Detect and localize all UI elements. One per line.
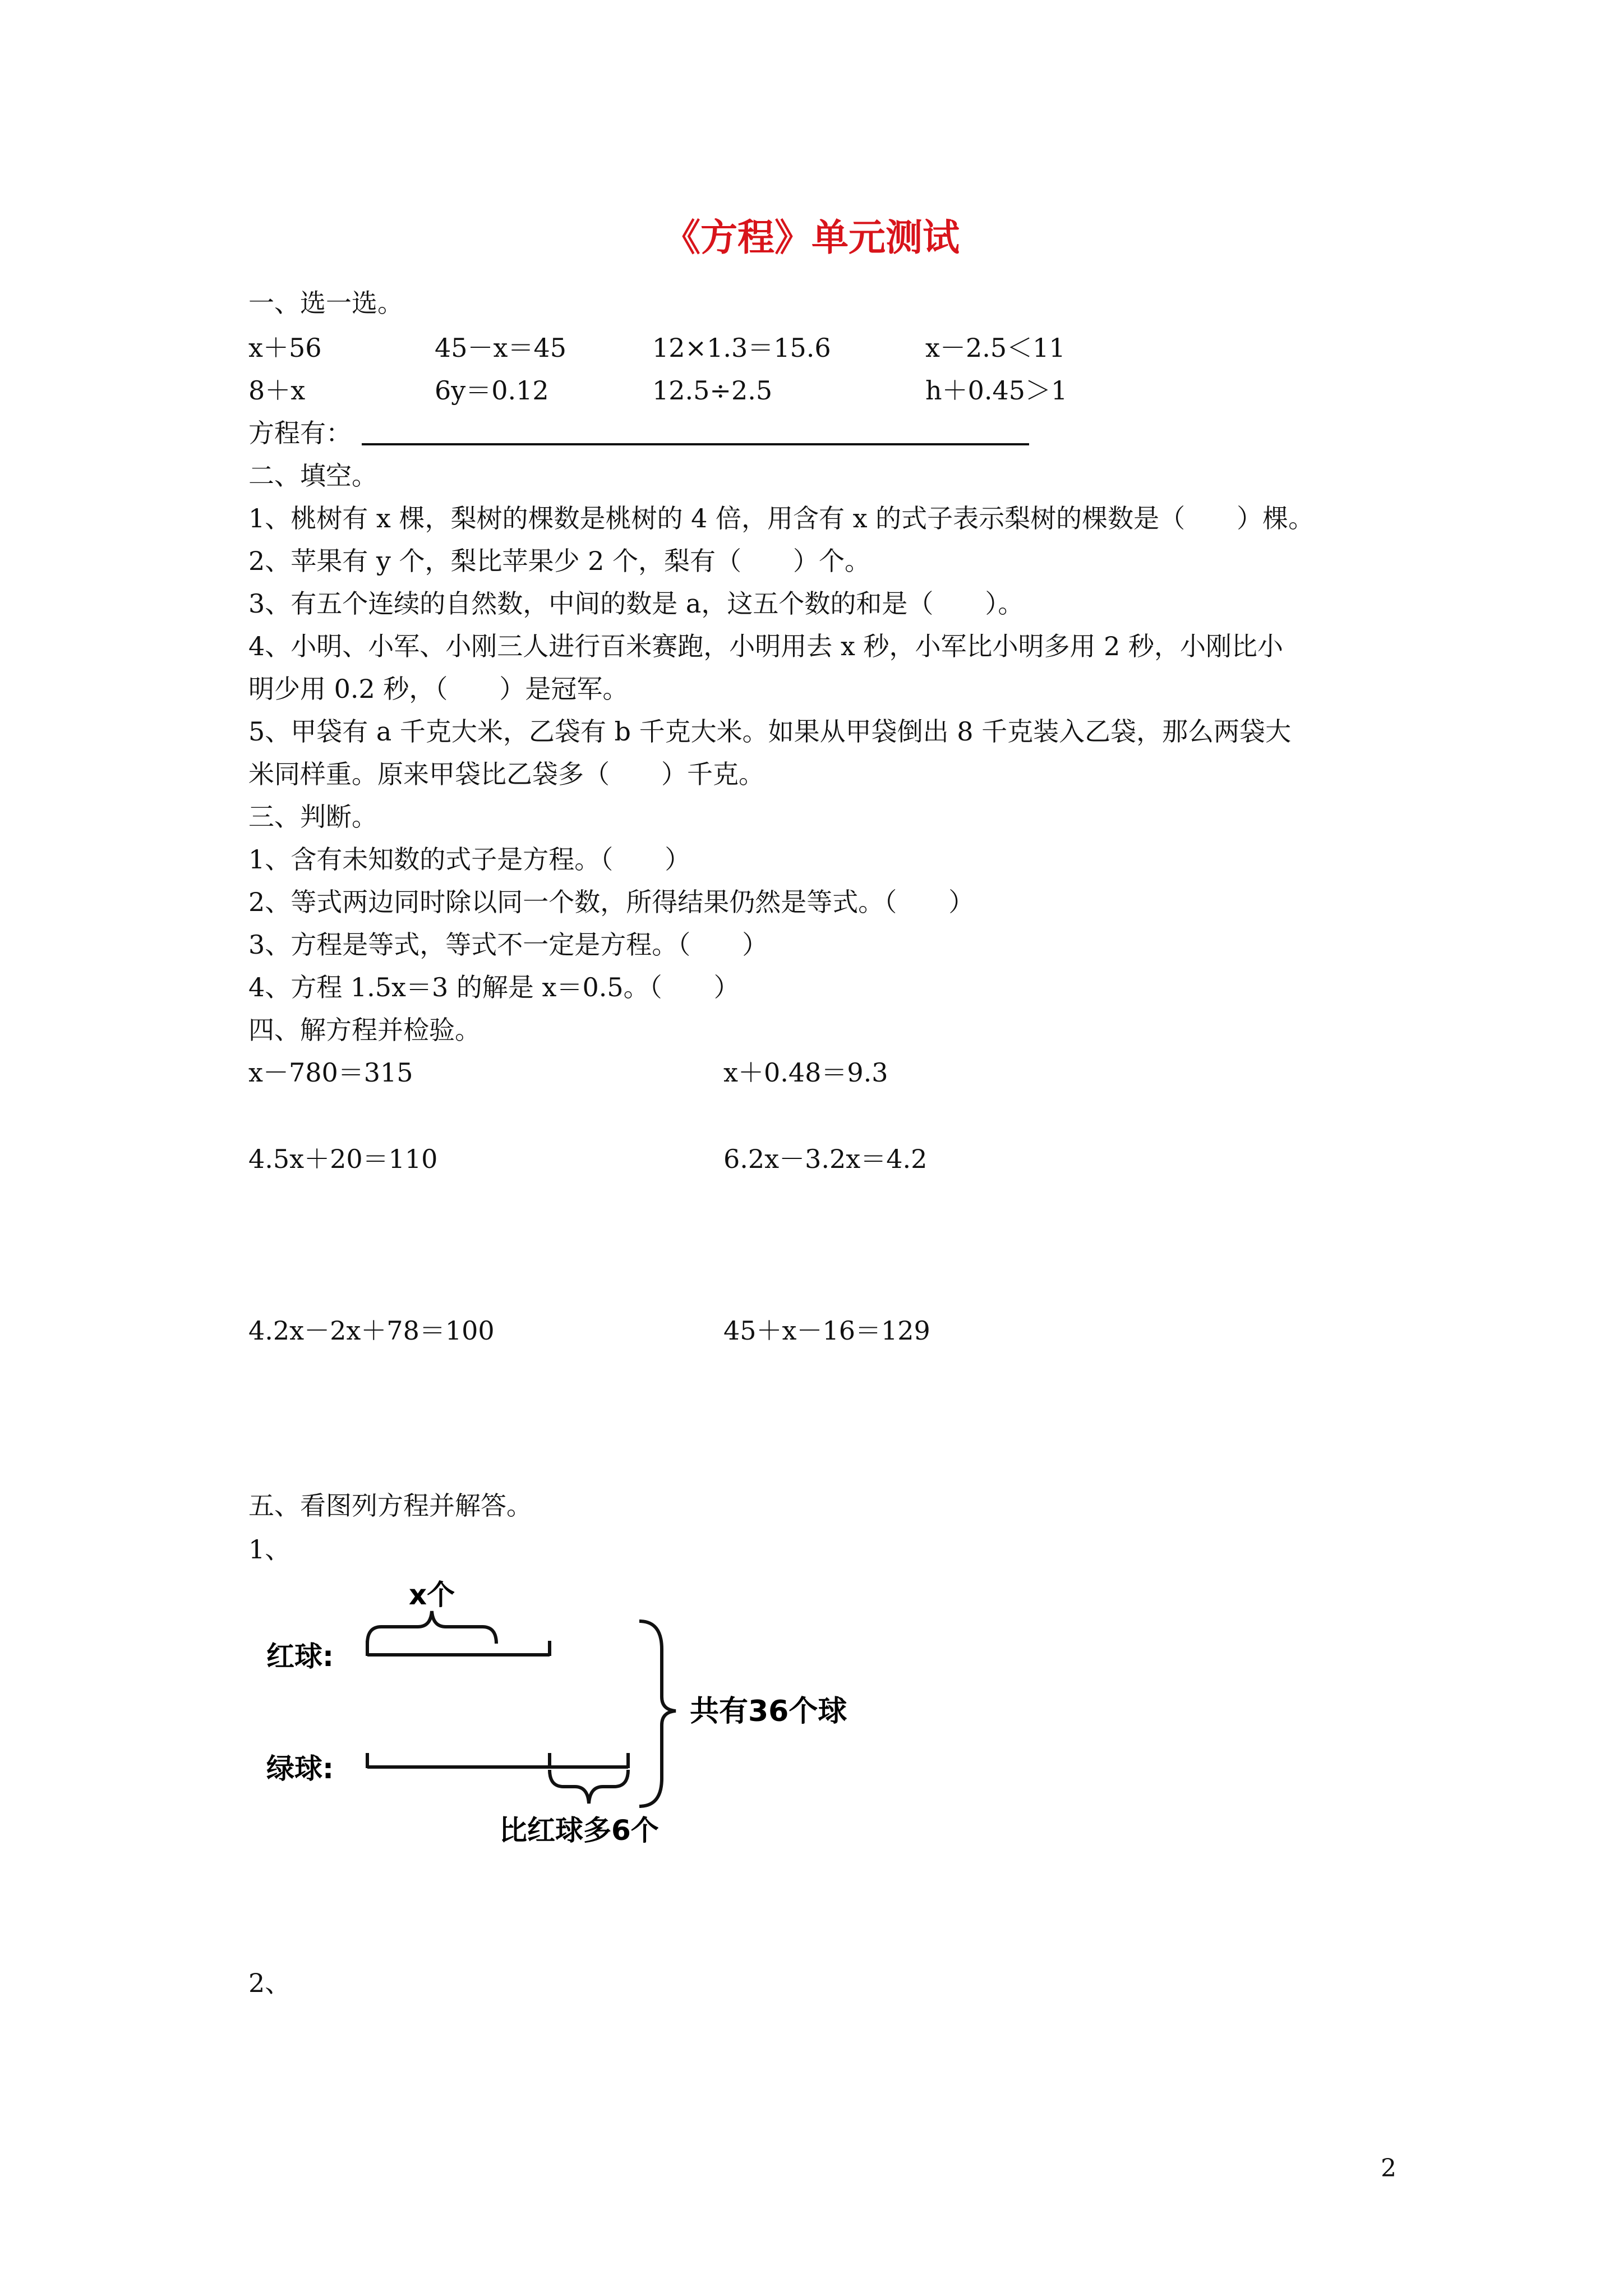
diff-label: 比红球多6个 bbox=[499, 1814, 659, 1847]
section3-heading: 三、判断。 bbox=[248, 802, 377, 832]
section1-heading: 一、选一选。 bbox=[248, 288, 403, 318]
fill-question-3: 3、有五个连续的自然数，中间的数是 a，这五个数的和是（ ）。 bbox=[248, 588, 1024, 619]
problem-2-label: 2、 bbox=[248, 1968, 291, 1998]
problem-1-label: 1、 bbox=[248, 1534, 291, 1565]
option-expression: x＋56 bbox=[248, 333, 322, 363]
x-count-label: x个 bbox=[408, 1579, 455, 1611]
equation: 4.2x－2x＋78＝100 bbox=[248, 1315, 495, 1346]
equation: x＋0.48＝9.3 bbox=[723, 1057, 888, 1088]
equation: x－780＝315 bbox=[248, 1057, 413, 1088]
diff-brace bbox=[550, 1770, 628, 1803]
fill-question-1: 1、桃树有 x 棵，梨树的棵数是桃树的 4 倍，用含有 x 的式子表示梨树的棵数是（ ）棵。 bbox=[248, 503, 1315, 533]
option-expression: 8＋x bbox=[248, 375, 306, 406]
judge-question-2: 2、等式两边同时除以同一个数，所得结果仍然是等式。（ ） bbox=[248, 887, 975, 917]
red-ball-label: 红球: bbox=[266, 1640, 334, 1673]
fill-question-2: 2、苹果有 y 个，梨比苹果少 2 个，梨有（ ）个。 bbox=[248, 546, 871, 576]
total-label: 共有36个球 bbox=[690, 1695, 847, 1728]
judge-question-3: 3、方程是等式，等式不一定是方程。（ ） bbox=[248, 930, 768, 960]
green-ball-label: 绿球: bbox=[266, 1752, 334, 1785]
fill-question-4-line1: 4、小明、小军、小刚三人进行百米赛跑，小明用去 x 秒，小军比小明多用 2 秒，小刚比小 bbox=[248, 631, 1283, 661]
judge-question-4: 4、方程 1.5x＝3 的解是 x＝0.5。（ ） bbox=[248, 972, 740, 1002]
answer-blank-line[interactable] bbox=[362, 443, 1029, 445]
section4-heading: 四、解方程并检验。 bbox=[248, 1015, 481, 1045]
section2-heading: 二、填空。 bbox=[248, 461, 377, 491]
ball-diagram bbox=[247, 1571, 920, 1885]
answer-label: 方程有： bbox=[248, 418, 352, 448]
option-expression: 12.5÷2.5 bbox=[652, 375, 773, 406]
equation: 45＋x－16＝129 bbox=[723, 1315, 930, 1346]
option-expression: 45－x＝45 bbox=[435, 333, 567, 363]
judge-question-1: 1、含有未知数的式子是方程。（ ） bbox=[248, 844, 691, 875]
option-expression: h＋0.45＞1 bbox=[925, 375, 1068, 406]
equation: 6.2x－3.2x＝4.2 bbox=[723, 1144, 928, 1174]
option-expression: x－2.5＜11 bbox=[925, 333, 1066, 363]
section5-heading: 五、看图列方程并解答。 bbox=[248, 1490, 532, 1521]
fill-question-5-line1: 5、甲袋有 a 千克大米，乙袋有 b 千克大米。如果从甲袋倒出 8 千克装入乙袋，那么两袋大 bbox=[248, 716, 1292, 747]
fill-question-4-line2: 明少用 0.2 秒，（ ）是冠军。 bbox=[248, 674, 629, 704]
option-expression: 12×1.3＝15.6 bbox=[652, 333, 831, 363]
page-title: 《方程》单元测试 bbox=[663, 215, 960, 259]
equation: 4.5x＋20＝110 bbox=[248, 1144, 438, 1174]
option-expression: 6y＝0.12 bbox=[435, 375, 549, 406]
fill-question-5-line2: 米同样重。原来甲袋比乙袋多（ ）千克。 bbox=[248, 759, 764, 789]
red-brace bbox=[367, 1611, 496, 1644]
total-brace bbox=[639, 1621, 676, 1806]
page-number: 2 bbox=[1381, 2154, 1396, 2183]
